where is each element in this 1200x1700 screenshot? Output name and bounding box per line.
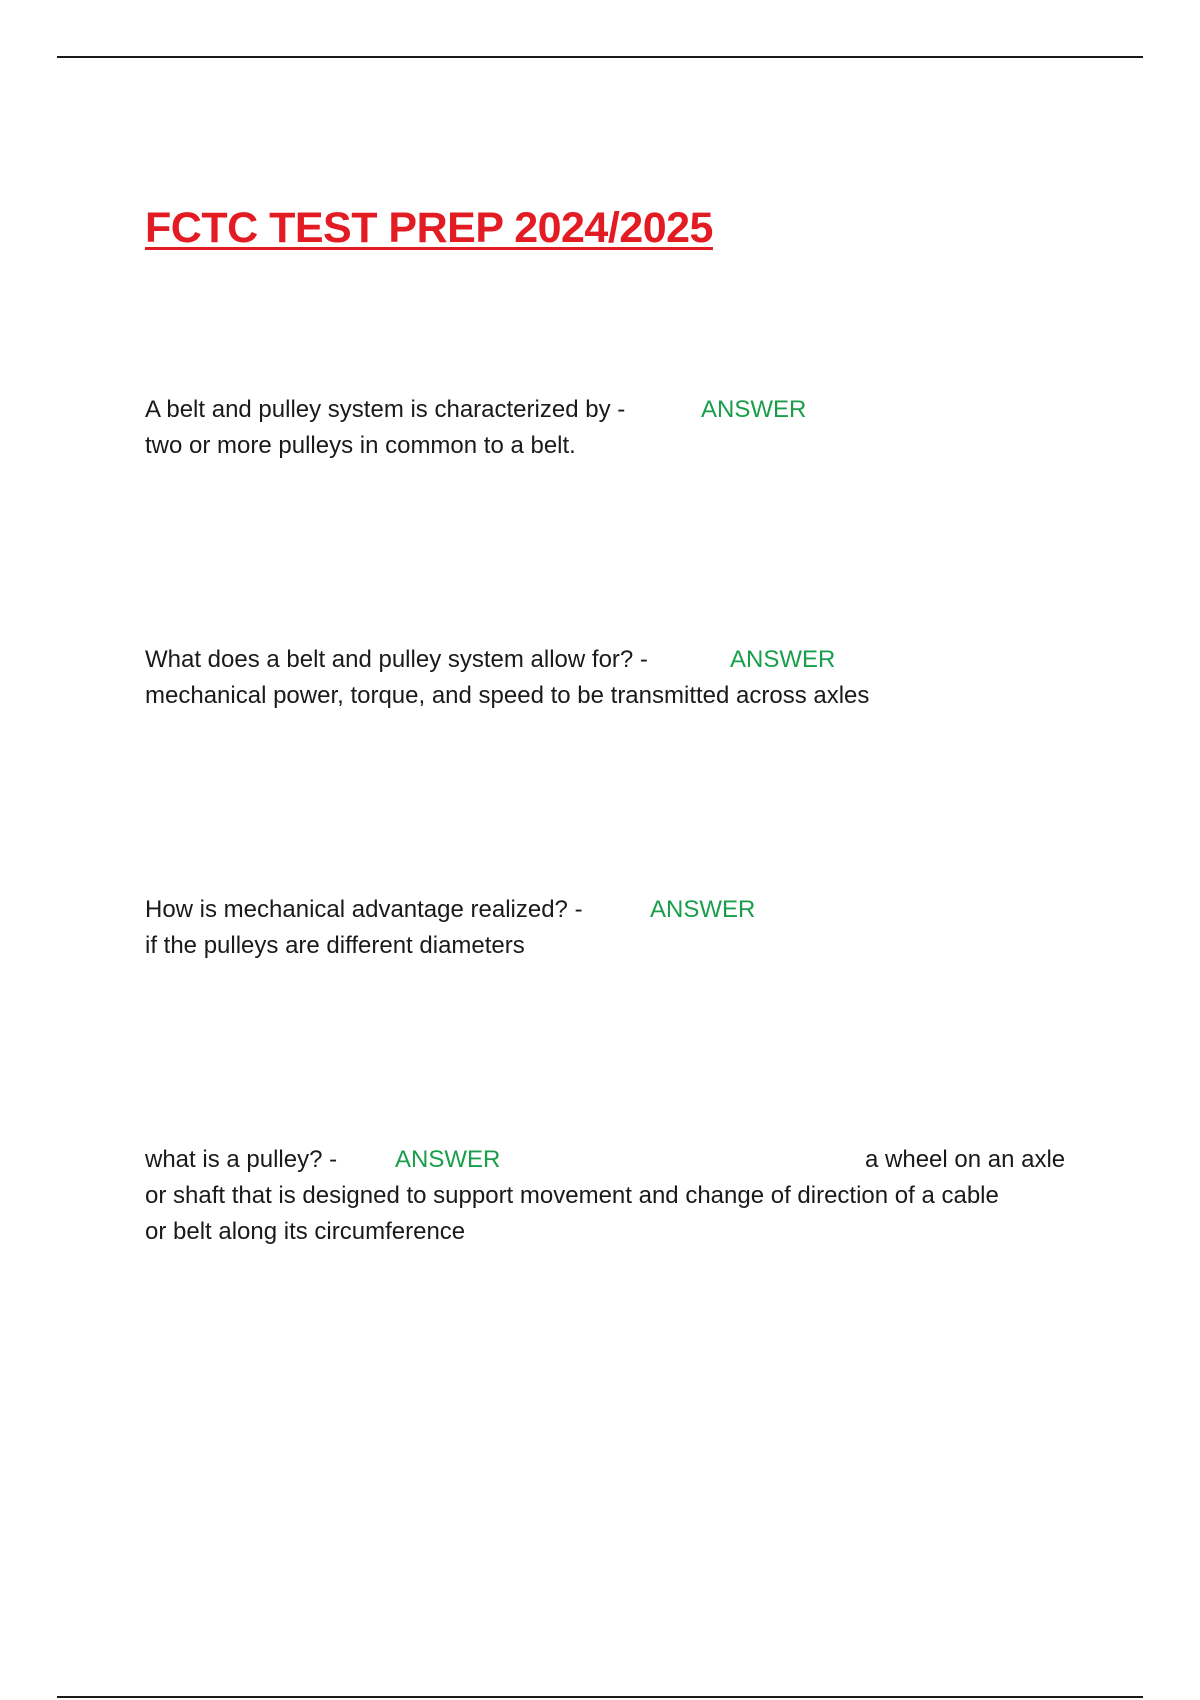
bottom-rule xyxy=(57,1696,1143,1698)
question-text: A belt and pulley system is characterized by - xyxy=(145,396,626,423)
answer-text: two or more pulleys in common to a belt. xyxy=(145,432,576,459)
answer-text: if the pulleys are different diameters xyxy=(145,932,525,959)
qa-item-2 xyxy=(145,642,1085,714)
document-title: FCTC TEST PREP 2024/2025 xyxy=(145,204,713,252)
answer-text: mechanical power, torque, and speed to be transmitted across axles xyxy=(145,682,870,709)
question-text: What does a belt and pulley system allow for? - xyxy=(145,646,648,673)
qa-item-4 xyxy=(145,1142,1085,1250)
top-rule xyxy=(57,56,1143,58)
answer-line xyxy=(145,1178,1085,1214)
answer-marker: ANSWER xyxy=(730,646,836,673)
answer-text-line-2: or belt along its circumference xyxy=(145,1218,466,1245)
answer-line xyxy=(145,1214,1085,1250)
answer-marker: ANSWER xyxy=(395,1146,501,1173)
answer-text-inline: a wheel on an axle xyxy=(865,1146,1066,1173)
qa-item-3 xyxy=(145,892,1085,964)
answer-marker: ANSWER xyxy=(650,896,756,923)
question-text: How is mechanical advantage realized? - xyxy=(145,896,583,923)
answer-marker: ANSWER xyxy=(701,396,807,423)
answer-text-line-1: or shaft that is designed to support movement and change of direction of a cable xyxy=(145,1182,999,1209)
question-text: what is a pulley? - xyxy=(145,1146,338,1173)
qa-item-1 xyxy=(145,392,1085,464)
